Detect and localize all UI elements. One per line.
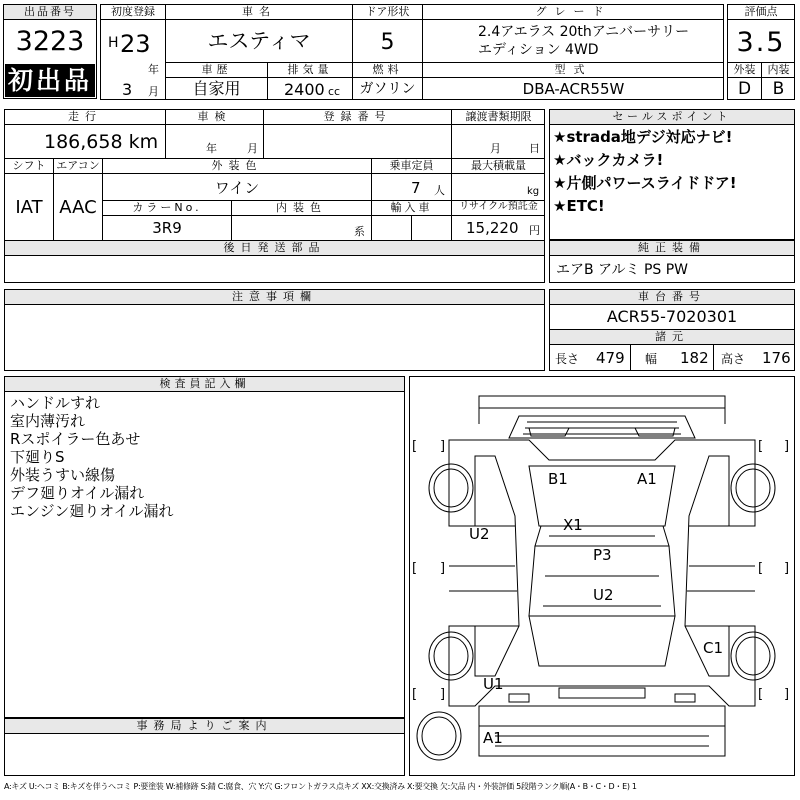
- chassis-label: 車台番号: [550, 290, 794, 305]
- later-parts-label: 後日発送部品: [5, 241, 544, 256]
- width-label: 幅: [645, 352, 658, 366]
- inspection-label: 車検: [197, 110, 232, 123]
- office-label: 事務局よりご案内: [5, 719, 404, 734]
- color-no-label: カラーNo.: [132, 201, 202, 214]
- mileage-value: 186,658 km: [44, 131, 159, 153]
- plate-label: 登録番号: [323, 110, 392, 123]
- bracket: [: [412, 687, 418, 702]
- height-label: 高さ: [721, 352, 746, 366]
- ext-grade: D: [737, 79, 752, 99]
- color-value: ワイン: [214, 179, 260, 197]
- model-label: 型式: [554, 63, 593, 76]
- capacity-label: 乗車定員: [389, 159, 434, 172]
- damage-mark: A1: [483, 729, 503, 747]
- damage-mark: U2: [469, 525, 490, 543]
- bracket: [: [758, 439, 764, 454]
- bracket: ]: [440, 687, 446, 702]
- capacity-value: 7: [411, 179, 421, 197]
- recycle-label: リサイクル預託金: [459, 201, 538, 212]
- fuel-value: ガソリン: [359, 81, 416, 97]
- import-label: 輸入車: [390, 201, 433, 214]
- mileage-label: 走行: [68, 110, 102, 123]
- name-label: 車名: [242, 5, 276, 18]
- damage-mark: B1: [548, 470, 568, 488]
- transfer-month-unit: 月: [490, 142, 501, 155]
- selling-point: ★ETC!: [553, 197, 605, 215]
- reg-month-unit: 月: [148, 85, 159, 98]
- bracket: [: [758, 687, 764, 702]
- first-listing-badge: 初出品: [5, 64, 95, 97]
- chassis-value: ACR55-7020301: [606, 307, 738, 326]
- model-value: DBA-ACR55W: [522, 80, 625, 98]
- bracket: ]: [784, 561, 790, 576]
- damage-mark: X1: [563, 516, 583, 534]
- ac-value: AAC: [59, 197, 97, 218]
- bracket: [: [758, 561, 764, 576]
- doors-label: ドア形状: [365, 5, 410, 18]
- capacity-unit: 人: [434, 184, 445, 197]
- selling-point: ★片側パワースライドドア!: [553, 174, 737, 192]
- length-value: 479: [596, 349, 625, 367]
- selling-point: ★バックカメラ!: [553, 151, 664, 169]
- grade-line1: 2.4アエラス 20thアニバーサリー: [478, 24, 690, 40]
- reg-year: 23: [120, 30, 151, 58]
- grade-line2: エディション 4WD: [478, 42, 599, 58]
- color-no-value: 3R9: [152, 219, 182, 237]
- history-label: 車歴: [201, 63, 232, 76]
- history-value: 自家用: [192, 79, 241, 98]
- bracket: [: [412, 439, 418, 454]
- shift-value: IAT: [15, 197, 43, 218]
- inspection-month-unit: 月: [247, 142, 258, 155]
- inspection-year-unit: 年: [206, 142, 217, 155]
- transfer-label: 譲渡書類期限: [465, 110, 532, 123]
- int-label: 内装: [767, 63, 790, 76]
- bracket: [: [412, 561, 418, 576]
- shift-label: シフト: [12, 159, 46, 172]
- selling-points-label: セールスポイント: [550, 110, 794, 125]
- recycle-value: 15,220: [466, 219, 519, 237]
- later-parts-box: [4, 240, 545, 283]
- damage-mark: A1: [637, 470, 657, 488]
- load-unit: kg: [527, 186, 540, 197]
- bracket: ]: [440, 561, 446, 576]
- displacement-value: 2400: [284, 80, 325, 99]
- notes-label: 注意事項欄: [5, 290, 544, 305]
- inspector-line: デフ廻りオイル漏れ: [10, 484, 145, 502]
- displacement-unit: cc: [328, 85, 341, 98]
- bracket: ]: [440, 439, 446, 454]
- selling-point: ★strada地デジ対応ナビ!: [553, 128, 733, 146]
- inspector-line: 外装うすい線傷: [10, 466, 116, 484]
- length-label: 長さ: [555, 352, 580, 366]
- damage-mark: P3: [593, 546, 612, 564]
- transfer-day-unit: 日: [529, 142, 540, 155]
- recycle-unit: 円: [529, 224, 540, 237]
- color-label: 外装色: [211, 159, 263, 172]
- legend: A:キズ U:ヘコミ B:キズを伴うヘコミ P:要塗装 W:補修跡 S:錆 C:腐食、穴 Y:穴 G:フロントガラス点キズ XX:交換済み X:要交換 欠:欠品 内・外装評価 5段階ランク順(A・B・C・D・E) 1: [4, 782, 637, 791]
- int-color-label: 内装色: [276, 201, 327, 214]
- car-diagram: [409, 376, 795, 776]
- reg-label: 初度登録: [111, 5, 155, 18]
- equipment-label: 純正装備: [550, 241, 794, 256]
- reg-month: 3: [122, 80, 133, 99]
- grade-label: グレード: [535, 5, 612, 18]
- ac-label: エアコン: [56, 159, 100, 172]
- doors-value: 5: [380, 30, 395, 55]
- inspector-line: Rスポイラー色あせ: [10, 430, 141, 448]
- inspector-line: ハンドルすれ: [10, 394, 101, 412]
- inspector-line: 室内薄汚れ: [10, 412, 86, 430]
- int-color-unit: 系: [354, 225, 365, 238]
- displacement-label: 排気量: [287, 63, 333, 76]
- bracket: ]: [784, 439, 790, 454]
- int-grade: B: [772, 79, 785, 99]
- ext-label: 外装: [733, 63, 756, 76]
- reg-year-unit: 年: [148, 63, 159, 76]
- score-value: 3.5: [736, 27, 786, 58]
- height-value: 176: [762, 349, 791, 367]
- inspector-line: 下廻りS: [10, 448, 65, 466]
- dimensions-label: 諸元: [550, 330, 794, 345]
- damage-mark: U1: [483, 675, 504, 693]
- score-label: 評価点: [744, 5, 778, 18]
- damage-mark: C1: [703, 639, 724, 657]
- inspector-label: 検査員記入欄: [5, 377, 404, 392]
- load-label: 最大積載量: [471, 159, 526, 172]
- reg-era: H: [108, 35, 119, 51]
- car-name: エスティマ: [207, 29, 311, 53]
- lot-label: 出品番号: [4, 5, 96, 20]
- equipment-value: エアB アルミ PS PW: [556, 262, 689, 278]
- bracket: ]: [784, 687, 790, 702]
- lot-number: 3223: [15, 26, 85, 57]
- width-value: 182: [680, 349, 709, 367]
- damage-mark: U2: [593, 586, 614, 604]
- fuel-label: 燃料: [372, 63, 403, 76]
- inspector-line: エンジン廻りオイル漏れ: [10, 502, 174, 520]
